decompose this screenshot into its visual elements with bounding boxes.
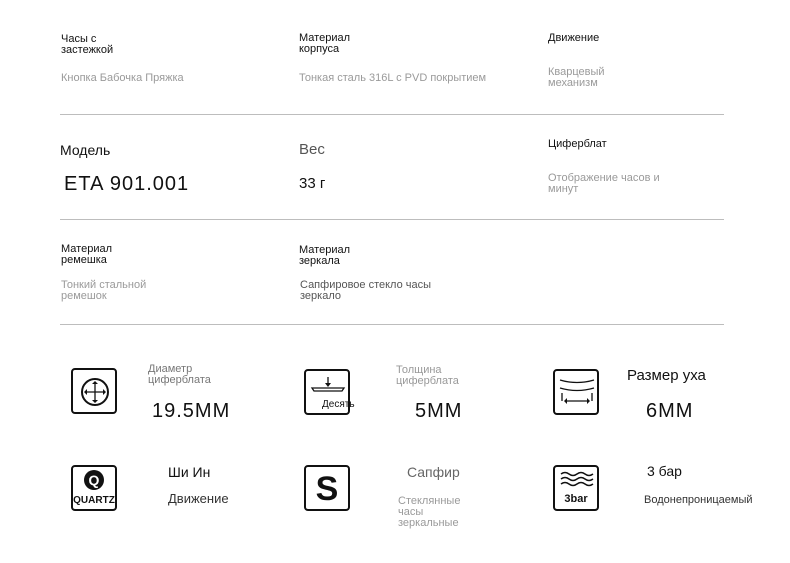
movement-label: Движение: [548, 32, 600, 44]
divider: [60, 219, 724, 220]
dial-thickness-label: Толщина циферблата: [396, 364, 459, 387]
lug-size-icon: [553, 369, 599, 415]
sapphire-icon: [304, 465, 350, 511]
case-material-label: Материал корпуса: [299, 32, 350, 55]
weight-value: 33 г: [299, 175, 326, 192]
divider: [60, 324, 724, 325]
quartz-icon: [71, 465, 117, 511]
water-resistance-icon: [553, 465, 599, 511]
sapphire-sublabel: Стеклянные часы зеркальные: [398, 495, 461, 529]
dial-value: Отображение часов и минут: [548, 172, 660, 195]
case-material-value: Тонкая сталь 316L с PVD покрытием: [299, 72, 487, 84]
model-label: Модель: [60, 142, 111, 158]
thickness-icon: [304, 369, 355, 415]
divider: [60, 114, 724, 115]
dial-label: Циферблат: [548, 138, 607, 150]
quartz-label: Ши Ин: [168, 464, 211, 480]
water-icon-text: 3bar: [564, 493, 588, 505]
model-value: ETA 901.001: [64, 173, 190, 195]
clasp-label: Часы с застежкой: [61, 33, 114, 56]
weight-label: Вес: [299, 141, 325, 158]
mirror-material-label: Материал зеркала: [299, 244, 350, 267]
quartz-sublabel: Движение: [168, 491, 229, 506]
thickness-icon-text: Десять: [322, 399, 355, 410]
dial-diameter-label: Диаметр циферблата: [148, 363, 211, 386]
dial-thickness-value: 5MM: [415, 400, 463, 422]
quartz-q-text: Q: [84, 470, 104, 490]
lug-size-label: Размер уха: [627, 367, 706, 384]
movement-value: Кварцевый механизм: [548, 66, 605, 89]
strap-material-label: Материал ремешка: [61, 243, 112, 266]
clasp-value: Кнопка Бабочка Пряжка: [61, 72, 184, 84]
dial-diameter-icon: [71, 368, 117, 414]
quartz-text: QUARTZ: [73, 495, 115, 506]
strap-material-value: Тонкий стальной ремешок: [61, 279, 147, 302]
water-resistance-sublabel: Водонепроницаемый: [644, 494, 753, 506]
water-resistance-label: 3 бар: [647, 463, 682, 479]
lug-size-value: 6MM: [646, 400, 694, 422]
sapphire-label: Сапфир: [407, 464, 460, 480]
dial-diameter-value: 19.5MM: [152, 400, 231, 422]
sapphire-s-text: S: [315, 470, 339, 508]
mirror-material-value: Сапфировое стекло часы зеркало: [300, 279, 432, 302]
